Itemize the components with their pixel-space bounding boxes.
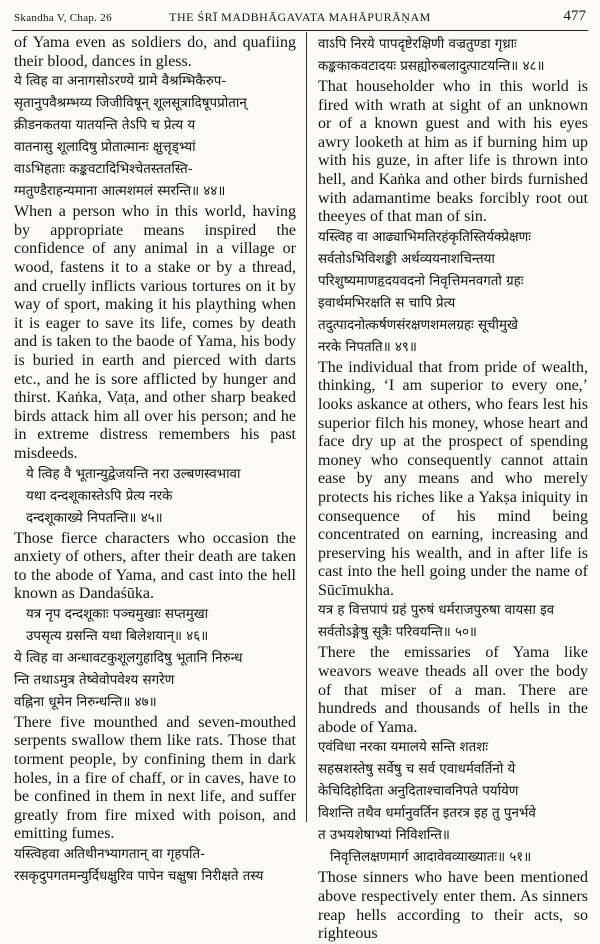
header-book-title: THE ŚRĪ MADBHĀGAVATA MAHĀPURĀṆAM xyxy=(169,10,431,24)
right-verse-51: एवंविधा नरका यमालये सन्ति शतशः सहस्रशस्तेषु सर्वेषु च सर्व एवाधर्मवर्तिनो ये केचिदिहोदिता अनुदिताश्चावनिपते पर्यायेण विशन्ति तथैव धर्मानुवर्तिन इतरत्र इह तु पुनर्भवे त उभयशेषाभ्यां निविशन्ति॥ xyxy=(318,740,536,844)
left-column xyxy=(14,34,296,885)
left-verse-47: ये त्विह वा अन्धावटकुशूलगुहादिषु भूतानि निरुन्ध न्ति तथाऽमुत्र तेष्वेवोपवेश्य सगरेण वह्निना धूमेन निरुन्धन्ति॥ ४७॥ xyxy=(14,650,243,710)
right-para-1: That householder who in this world is fired with wrath at sight of an unknown or of a known guest and with his eyes awry looketh at him as if burning him up with his guze, in after life is thrown into hell, and Kaṅka and other birds furnished with adamantime beaks forcibly root out theeyes of that man of sin. xyxy=(318,78,588,226)
right-para-5: There the emissaries of Yama like weavors weave theads all over the body of that miser of a man. There are hundreds and thousands of hells in the abode of Yama. xyxy=(318,644,588,736)
right-verse-49: यस्त्विह वा आढ्याभिमतिरहंकृतिस्तिर्यक्प्रेक्षणः सर्वतोऽभिविशङ्की अर्थव्ययनाशचिन्तया परिशुष्यमाणहृदयवदनो निवृत्तिमनवगतो ग्रहः इवार्थमभिरक्षति स चापि प्रेत्य तदुत्पादनोत्कर्षणसंरक्षणशमलग्रहः सूचीमुखे नरके निपतति॥ ४९॥ xyxy=(318,229,531,355)
right-verse-48-end: वाऽपि निरये पापदृष्टेरक्षिणी वज्रतुण्डा गृध्राः कङ्ककाकवटादयः प्रसह्योरुबलादुत्पाटयन्ति॥ ४८॥ xyxy=(318,37,545,74)
right-para-3: The individual that from pride of wealth, thinking, ‘I am superior to every one,’ looks askance at others, who fears lest his superior filch his money, whose heart and face dry up at the prospect of spending money who consequently cannot attain ease by any means and who merely protects his riches like a Yakṣa iniquity in consequence of his mind being concentrated on earning, increasing and preserving his wealth, and in after life is cast into the hell going under the name of Sūcīmukha. xyxy=(318,358,588,599)
left-para-2: When a person who in this world, having by appropriate means inspired the confidence of any animal in a village or wood, fastens it to a stake or by a thread, and cruelly inflicts various tortures on it by way of sport, making it his plaything when it is eager to save its life, comes by death and is taken to the baode of Yama, his body is buried in earth and pierced with darts etc., and he is sore afflicted by hunger and thirst. Kaṅka, Vaṭa, and other sharp beaked birds attack him all over his person; and he in extreme distress remembers his past misdeeds. xyxy=(14,203,296,462)
left-verse-48-start: यस्त्विहवा अतिथीनभ्यागतान् वा गृहपति- रसकृदुपगतमन्युर्दिधक्षुरिव पापेन चक्षुषा निरीक्षते तस्य xyxy=(14,847,264,885)
running-header xyxy=(12,8,588,28)
header-section-label: Skandha V, Chap. 26 xyxy=(14,12,112,24)
left-para-4: Those fierce characters who occasion the anxiety of others, after their death are taken to the abode of Yama, and cast into the hell known as Dandaśūka. xyxy=(14,529,296,603)
right-verse-51-end: निवृत्तिलक्षणमार्ग आदावेवव्याख्यातः॥ ५१॥ xyxy=(330,850,532,866)
right-verse-50: यत्र ह वित्तपापं ग्रहं पुरुषं धर्मराजपुरुषा वायसा इव सर्वतोऽङ्गेषु सूत्रैः परिवयन्ति॥ ५०॥ xyxy=(318,603,555,641)
right-para-8: Those sinners who have been mentioned above respectively enter them. As sinners reap hells according to their acts, so righteous xyxy=(318,869,588,943)
left-para-0: of Yama even as soldiers do, and quafiing their blood, dances in gless. xyxy=(14,34,296,70)
left-para-7: There five mounthed and seven-mouthed serpents swallow them like rats. Those that torment people, by confining them in dark holes, in a fire of chaff, or in caves, have to be confined in them in next life, and suffer greatly from fire mixed with poison, and emitting fumes. xyxy=(14,713,296,843)
left-verse-45: ये त्विह वै भूतान्युद्वेजयन्ति नरा उल्बणस्वभावा यथा दन्दशूकास्तेऽपि प्रेत्य नरके दन्दशूकाख्ये निपतन्ति॥ ४५॥ xyxy=(26,466,241,526)
column-divider xyxy=(306,32,307,822)
header-rule xyxy=(12,30,588,31)
left-verse-46: यत्र नृप दन्दशूकाः पञ्चमुखाः सप्तमुखा उपसृत्य ग्रसन्ति यथा बिलेशयान्॥ ४६॥ xyxy=(26,606,209,644)
left-verse-44: ये त्विह वा अनागसोऽरण्ये ग्रामे वैश्रम्भिकैरुप- सृतानुपवैश्रम्भय्य जिजीविषून् शूलसूत्रादिषूपप्रोतान् क्रीडनकतया यातयन्ति तेऽपि च प्रेत्य य वातनासु शूलादिषु प्रोतात्मानः क्षुत्तृड्भ्यां वाऽभिहताः कङ्कवटादिभिश्चेतस्ततस्ति- ग्मतुण्डैराहन्यमाना आत्मशमलं स्मरन्ति॥ ४४॥ xyxy=(14,74,247,200)
page-number: 477 xyxy=(563,8,586,24)
right-column xyxy=(318,34,588,943)
